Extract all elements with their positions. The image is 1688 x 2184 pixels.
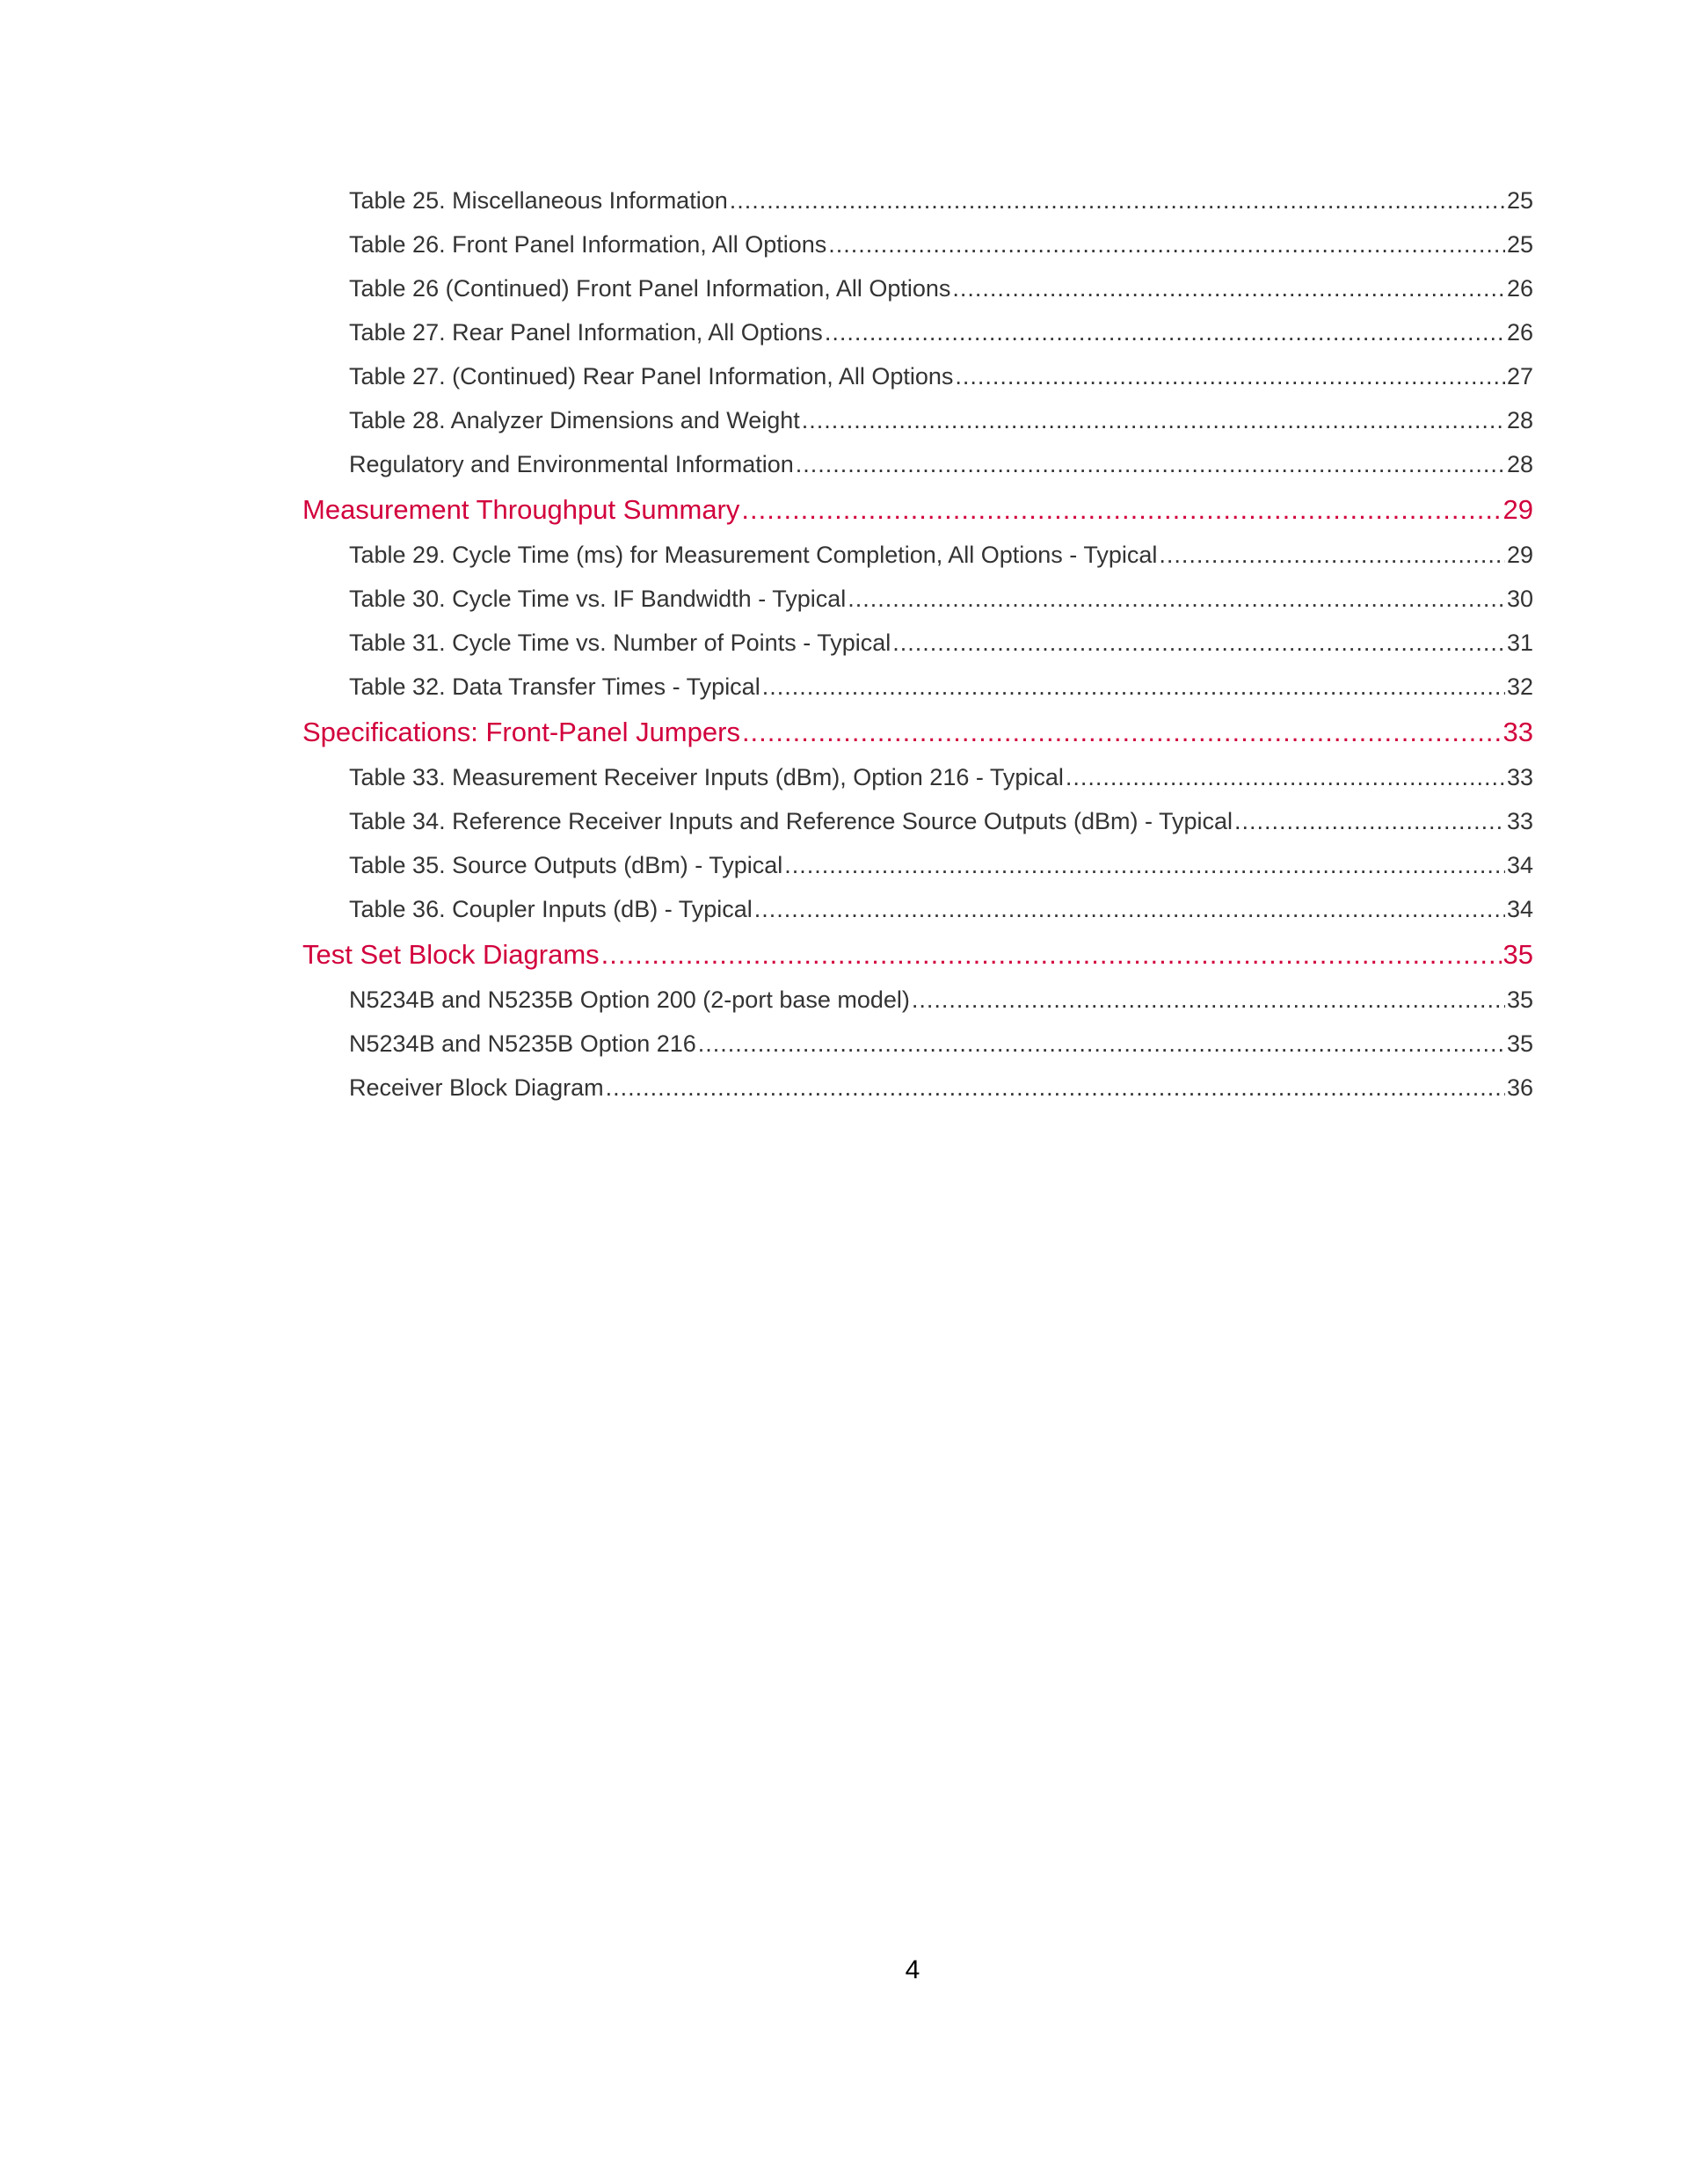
toc-entry-title: Table 33. Measurement Receiver Inputs (dBm), Option 216 - Typical [349,764,1064,790]
toc-dot-leader [742,709,1502,755]
toc-entry-page-number: 35 [1506,1030,1533,1057]
toc-entry-title: Measurement Throughput Summary [302,494,740,525]
toc-entry-title: Table 31. Cycle Time vs. Number of Points - Typical [349,630,891,656]
toc-entry-table-34[interactable] [302,799,1533,843]
toc-entry-page-number: 33 [1502,717,1533,747]
toc-dot-leader [1159,533,1505,577]
toc-entry-page-number: 31 [1506,630,1533,656]
toc-entry-page-number: 33 [1506,764,1533,790]
toc-entry-title: Table 27. Rear Panel Information, All Options [349,319,823,346]
toc-entry-title: Table 35. Source Outputs (dBm) - Typical [349,852,783,878]
toc-entry-title: Table 26. Front Panel Information, All Options [349,231,827,258]
toc-entry-title: Table 30. Cycle Time vs. IF Bandwidth - Typical [349,586,847,612]
toc-entry-table-36[interactable] [302,887,1533,931]
toc-entry-page-number: 26 [1506,319,1533,346]
toc-dot-leader [730,178,1505,222]
toc-entry-page-number: 25 [1506,187,1533,214]
toc-entry-table-30[interactable] [302,577,1533,621]
toc-dot-leader [796,442,1505,486]
toc-entry-page-number: 28 [1506,407,1533,433]
toc-entry-page-number: 34 [1506,896,1533,922]
toc-entry-table-26-continued[interactable] [302,266,1533,310]
toc-entry-page-number: 27 [1506,363,1533,389]
toc-entry-page-number: 26 [1506,275,1533,302]
toc-entry-title: Table 34. Reference Receiver Inputs and Reference Source Outputs (dBm) - Typical [349,808,1233,834]
toc-entry-title: Specifications: Front-Panel Jumpers [302,717,740,747]
toc-entry-receiver-block-diagram[interactable] [302,1066,1533,1110]
toc-entry-title: Table 25. Miscellaneous Information [349,187,728,214]
toc-dot-leader [802,398,1505,442]
toc-entry-page-number: 32 [1506,673,1533,700]
toc-entry-title: Regulatory and Environmental Information [349,451,794,477]
toc-entry-title: Table 26 (Continued) Front Panel Information, All Options [349,275,951,302]
toc-entry-page-number: 30 [1506,586,1533,612]
toc-dot-leader [828,222,1505,266]
toc-entry-option-216[interactable] [302,1022,1533,1066]
toc-dot-leader [606,1066,1505,1110]
toc-entry-page-number: 29 [1506,542,1533,568]
toc-entry-page-number: 28 [1506,451,1533,477]
toc-dot-leader [848,577,1505,621]
toc-entry-table-33[interactable] [302,755,1533,799]
toc-entry-title: Table 29. Cycle Time (ms) for Measurement Completion, All Options - Typical [349,542,1158,568]
toc-entry-title: Table 27. (Continued) Rear Panel Information, All Options [349,363,954,389]
toc-entry-table-26[interactable] [302,222,1533,266]
toc-entry-regulatory[interactable] [302,442,1533,486]
table-of-contents [302,178,1533,1110]
toc-entry-page-number: 35 [1502,939,1533,970]
toc-section-measurement-throughput[interactable] [302,486,1533,533]
toc-dot-leader [955,354,1505,398]
toc-entry-title: Table 28. Analyzer Dimensions and Weight [349,407,800,433]
toc-dot-leader [1066,755,1505,799]
toc-dot-leader [784,843,1505,887]
toc-entry-title: Test Set Block Diagrams [302,939,600,970]
toc-dot-leader [762,665,1505,709]
toc-entry-table-29[interactable] [302,533,1533,577]
toc-dot-leader [912,978,1505,1022]
toc-entry-title: N5234B and N5235B Option 216 [349,1030,696,1057]
toc-entry-table-32[interactable] [302,665,1533,709]
toc-dot-leader [892,621,1505,665]
toc-entry-table-27[interactable] [302,310,1533,354]
toc-entry-table-28[interactable] [302,398,1533,442]
toc-entry-table-35[interactable] [302,843,1533,887]
toc-dot-leader [825,310,1505,354]
toc-entry-page-number: 36 [1506,1074,1533,1101]
toc-dot-leader [1234,799,1505,843]
toc-section-test-set-block-diagrams[interactable] [302,931,1533,978]
toc-dot-leader [952,266,1505,310]
toc-entry-option-200[interactable] [302,978,1533,1022]
toc-entry-table-25[interactable] [302,178,1533,222]
toc-dot-leader [754,887,1505,931]
toc-dot-leader [741,486,1501,533]
toc-entry-table-31[interactable] [302,621,1533,665]
toc-entry-page-number: 29 [1502,494,1533,525]
toc-entry-table-27-continued[interactable] [302,354,1533,398]
toc-entry-title: N5234B and N5235B Option 200 (2-port base model) [349,986,910,1013]
toc-entry-title: Receiver Block Diagram [349,1074,604,1101]
toc-entry-page-number: 33 [1506,808,1533,834]
page-number: 4 [905,1955,920,1984]
toc-dot-leader [698,1022,1505,1066]
toc-entry-title: Table 32. Data Transfer Times - Typical [349,673,760,700]
toc-section-front-panel-jumpers[interactable] [302,709,1533,755]
toc-dot-leader [601,931,1502,978]
toc-entry-page-number: 25 [1506,231,1533,258]
toc-entry-title: Table 36. Coupler Inputs (dB) - Typical [349,896,753,922]
toc-entry-page-number: 35 [1506,986,1533,1013]
toc-entry-page-number: 34 [1506,852,1533,878]
